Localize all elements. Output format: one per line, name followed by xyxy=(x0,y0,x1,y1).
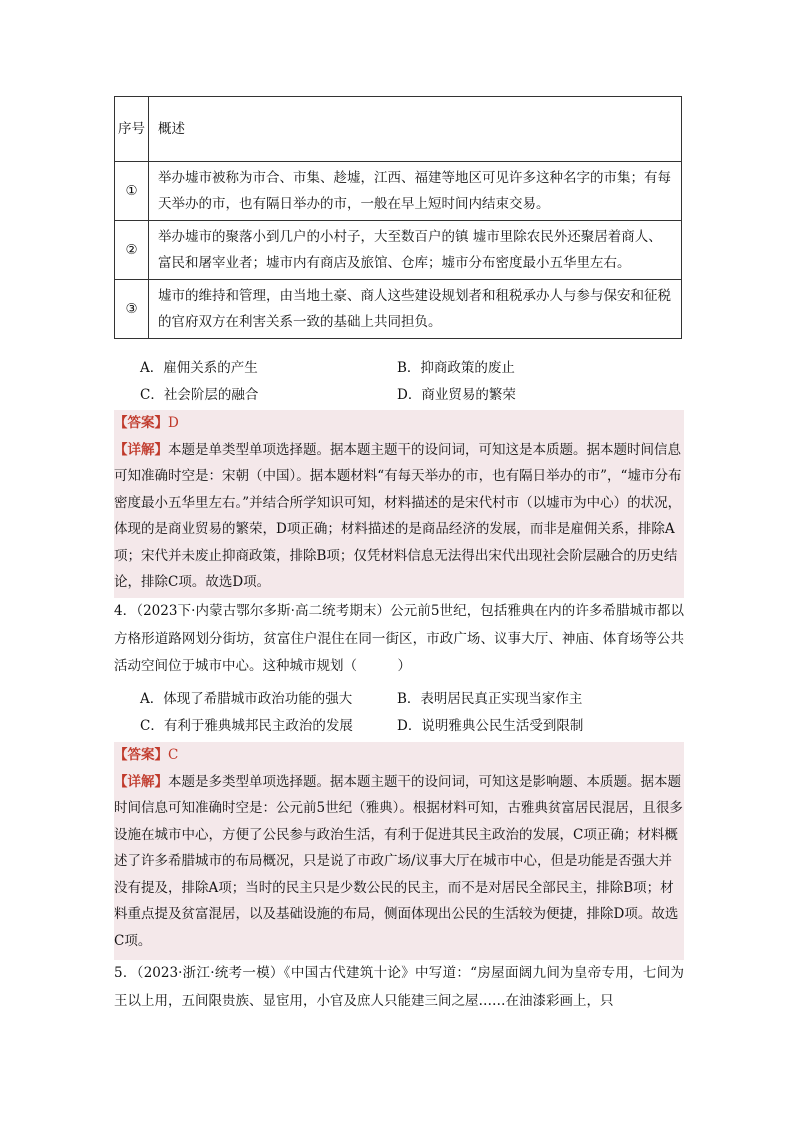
row-number: ③ xyxy=(115,280,149,339)
detail-paragraph xyxy=(114,769,684,955)
material-table xyxy=(114,96,682,339)
table-header-row xyxy=(115,97,682,162)
option-d[interactable]: D．说明雅典公民生活受到限制 xyxy=(397,718,584,734)
q4-options xyxy=(140,686,700,740)
detail-text: 本题是多类型单项选择题。据本题主题干的设问词，可知这是影响题、本质题。据本题时间信息可知准确时空是：公元前5世纪（雅典）。根据材料可知，古雅典贫富居民混居，且很多设施在城市中心，方便了公民参与政治生活，有利于促进其民主政治的发展，C项正确；材料概述了许多希腊城市的布局概况，只是说了市政广场/议事大厅在城市中心，但是功能是否强大并没有提及，排除A项；当时的民主只是少数公民的民主，而不是对居民全部民主，排除B项；材料重点提及贫富混居，以及基础设施的布局，侧面体现出公民的生活较为便捷，排除D项。故选C项。 xyxy=(114,773,683,949)
header-summary: 概述 xyxy=(149,97,682,162)
detail-text: 本题是单类型单项选择题。据本题主题干的设问词，可知这是本质题。据本题时间信息可知准确时空是：宋朝（中国）。据本题材料“有每天举办的市，也有隔日举办的市”，“墟市分布密度最小五华里左右。”并结合所学知识可知，材料描述的是宋代村市（以墟市为中心）的状况，体现的是商业贸易的繁荣，D项正确；材料描述的是商品经济的发展，而非是雇佣关系，排除A项；宋代并未废止抑商政策，排除B项；仅凭材料信息无法得出宋代出现社会阶层融合的历史结论，排除C项。故选D项。 xyxy=(114,441,682,590)
table-row xyxy=(115,162,682,221)
option-c[interactable]: C．社会阶层的融合 xyxy=(140,387,259,403)
option-a[interactable]: A．雇佣关系的产生 xyxy=(140,360,258,376)
answer-value: C xyxy=(168,747,179,763)
row-text: 举办墟市被称为市合、市集、趁墟，江西、福建等地区可见许多这种名字的市集；有每天举办的市，也有隔日举办的市，一般在早上短时间内结束交易。 xyxy=(149,162,682,221)
q3-options xyxy=(140,355,700,409)
header-number: 序号 xyxy=(115,97,149,162)
detail-label: 【详解】 xyxy=(114,441,168,458)
q4-answer-block xyxy=(114,742,684,960)
answer-line xyxy=(114,410,684,437)
option-d[interactable]: D．商业贸易的繁荣 xyxy=(397,387,516,403)
answer-label: 【答案】 xyxy=(114,415,168,431)
answer-value: D xyxy=(168,415,179,431)
q4-stem: 4．（2023下·内蒙古鄂尔多斯·高二统考期末）公元前5世纪，包括雅典在内的许多希腊城市都以方格形道路网划分街坊，贫富住户混住在同一街区，市政广场、议事大厅、神庙、体育场等公共活动空间位于城市中心。这种城市规划（ ） xyxy=(114,603,684,674)
row-text: 举办墟市的聚落小到几户的小村子，大至数百户的镇 墟市里除农民外还聚居着商人、富民和屠宰业者；墟市内有商店及旅馆、仓库；墟市分布密度最小五华里左右。 xyxy=(149,221,682,280)
row-number: ② xyxy=(115,221,149,280)
option-b[interactable]: B．表明居民真正实现当家作主 xyxy=(397,691,583,707)
table-row xyxy=(115,280,682,339)
q3-answer-block xyxy=(114,410,684,598)
table-row xyxy=(115,221,682,280)
option-b[interactable]: B．抑商政策的废止 xyxy=(397,360,515,376)
row-number: ① xyxy=(115,162,149,221)
q5-stem: 5．（2023·浙江·统考一模）《中国古代建筑十论》中写道：“房屋面阔九间为皇帝专用，七间为王以上用，五间限贵族、显宦用，小官及庶人只能建三间之屋……在油漆彩画上，只 xyxy=(114,965,684,1009)
option-a[interactable]: A．体现了希腊城市政治功能的强大 xyxy=(140,691,353,707)
row-text: 墟市的维持和管理，由当地土豪、商人这些建设规划者和租税承办人与参与保安和征税的官府双方在利害关系一致的基础上共同担负。 xyxy=(149,280,682,339)
detail-label: 【详解】 xyxy=(114,773,168,790)
answer-label: 【答案】 xyxy=(114,747,168,763)
detail-paragraph xyxy=(114,437,684,596)
option-c[interactable]: C．有利于雅典城邦民主政治的发展 xyxy=(140,718,353,734)
answer-line xyxy=(114,742,684,769)
